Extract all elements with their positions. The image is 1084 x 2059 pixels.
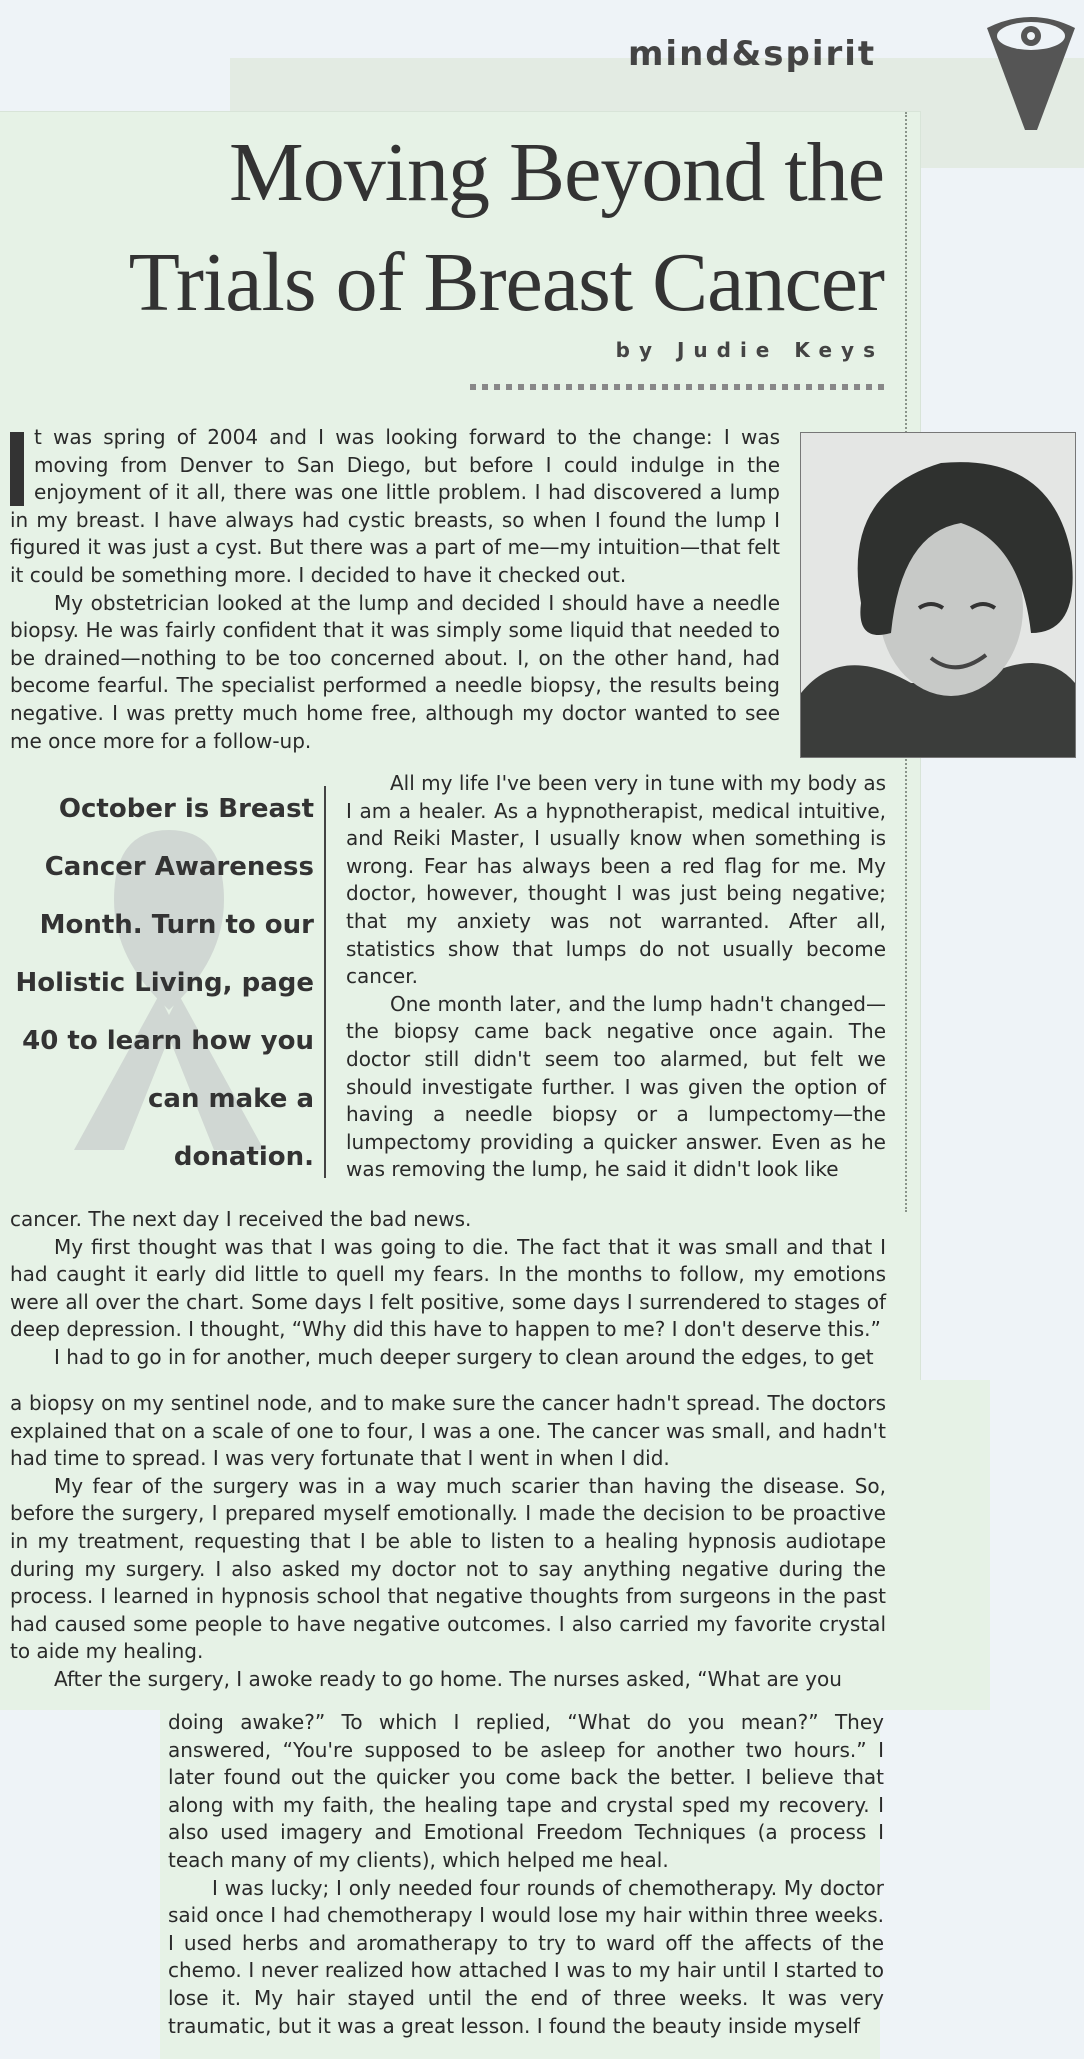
eye-triangle-icon: [985, 14, 1077, 134]
section-label: mind&spirit: [628, 34, 877, 74]
sidebar-callout: [14, 780, 314, 1180]
article-column: [346, 770, 886, 1184]
dotted-rule: [470, 384, 885, 390]
title-line-1: Moving Beyond the: [229, 126, 884, 219]
article-lower: [10, 1390, 886, 1694]
paragraph-6-continued: a biopsy on my sentinel node, and to make sure the cancer hadn't spread. The doctors explained that on a scale of one to four, I was a one. The cancer was small, and hadn't had time to spread. I was very fortunate that I went in when I did.: [10, 1391, 886, 1471]
paragraph-4-continued: cancer. The next day I received the bad news.: [10, 1207, 472, 1231]
article-final-column: [168, 1709, 884, 2040]
paragraph-2: My obstetrician looked at the lump and decided I should have a needle biopsy. He was fairly confident that it was simply some liquid that needed to be drained—nothing to be too concerned about. I, on the other hand, had become fearful. The specialist performed a needle biopsy, the results being negative. I was pretty much home free, although my doctor wanted to see me once more for a follow-up.: [10, 590, 780, 753]
portrait-icon: [801, 433, 1075, 757]
author-photo: [800, 432, 1076, 758]
article-opening: [10, 424, 780, 755]
paragraph-3: All my life I've been very in tune with my body as I am a healer. As a hypnotherapist, medical intuitive, and Reiki Master, I usually know when something is wrong. Fear has always been a red flag for me. My doctor, however, thought I was just being negative; that my anxiety was not warranted. After all, statistics show that lumps do not usually become cancer.: [346, 771, 886, 989]
article-middle: [10, 1206, 886, 1372]
sidebar-text: October is Breast Cancer Awareness Month. Turn to our Holistic Living, page 40 to learn how you can make a donation.: [15, 794, 314, 1172]
paragraph-8: doing awake?” To which I replied, “What do you mean?” They answered, “You're supposed to be asleep for another two hours.” I later found out the quicker you come back the better. I believe that along with my faith, the healing tape and crystal sped my recovery. I also used imagery and Emotional Freedom Techniques (a process I teach many of my clients), which helped me heal.: [168, 1710, 884, 1872]
paragraph-9: I was lucky; I only needed four rounds of chemotherapy. My doctor said once I had chemotherapy I would lose my hair within three weeks. I used herbs and aromatherapy to try to ward off the affects of the chemo. I never realized how attached I was to my hair until I started to lose it. My hair stayed until the end of three weeks. It was very traumatic, but it was a great lesson. I found the beauty inside myself: [168, 1875, 884, 2038]
paragraph-4: One month later, and the lump hadn't changed—the biopsy came back negative once again. The doctor still didn't seem too alarmed, but felt we should investigate further. I was given the option of having a needle biopsy or a lumpectomy—the lumpectomy providing a quicker answer. Even as he was removing the lump, he said it didn't look like: [346, 991, 886, 1182]
paragraph-5: My first thought was that I was going to die. The fact that it was small and that I had caught it early did little to quell my fears. In the months to follow, my emotions were all over the chart. Some days I felt positive, some days I surrendered to stages of deep depression. I thought, “Why did this have to happen to me? I don't deserve this.”: [10, 1234, 886, 1342]
paragraph-6: I had to go in for another, much deeper surgery to clean around the edges, to get: [54, 1344, 874, 1369]
title-line-2: Trials of Breast Cancer: [128, 236, 884, 329]
drop-cap: [10, 432, 24, 506]
paragraph-8-start: After the surgery, I awoke ready to go home. The nurses asked, “What are you: [54, 1666, 842, 1691]
byline: by Judie Keys: [615, 338, 884, 362]
sidebar-divider: [324, 786, 326, 1178]
paragraph-7: My fear of the surgery was in a way much scarier than having the disease. So, before the surgery, I prepared myself emotionally. I made the decision to be proactive in my treatment, requesting that I be able to listen to a healing hypnosis audiotape during my surgery. I also asked my doctor not to say anything negative during the process. I learned in hypnosis school that negative thoughts from surgeons in the past had caused some people to have negative outcomes. I also carried my favorite crystal to aide my healing.: [10, 1473, 886, 1664]
article-title: [129, 118, 884, 338]
paragraph-1: t was spring of 2004 and I was looking forward to the change: I was moving from Denver to San Diego, but before I could indulge in the enjoyment of it all, there was one little problem. I had discovered a lump in my breast. I have always had cystic breasts, so when I found the lump I figured it was just a cyst. But there was a part of me—my intuition—that felt it could be something more. I decided to have it checked out.: [10, 425, 780, 587]
